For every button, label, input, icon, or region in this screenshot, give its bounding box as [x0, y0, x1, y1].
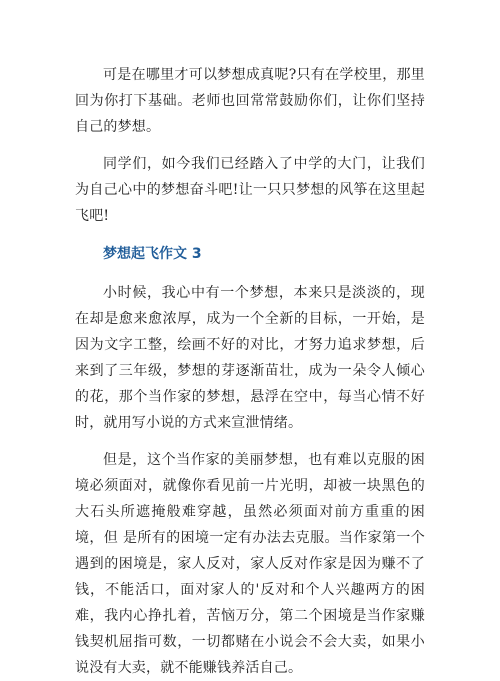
article-body — [75, 62, 425, 681]
section-heading: 梦想起飞作文 3 — [103, 246, 202, 262]
paragraph: 小时候，我心中有一个梦想，本来只是淡淡的，现在却是愈来愈浓厚，成为一个全新的目标，一开始，是因为文字工整，绘画不好的对比，才努力追求梦想，后来到了三年级，梦想的芽逐渐苗壮，成为一朵令人倾心的花，那个当作家的梦想，悬浮在空中，每当心情不好时，就用写小说的方式来宣泄情绪。 — [75, 285, 425, 431]
paragraph: 但是，这个当作家的美丽梦想，也有难以克服的困境必须面对，就像你看见前一片光明，却被一块黑色的大石头所遮掩般难穿越，虽然必须面对前方重重的困境，但 是所有的困境一定有办法去克服。当作家第一个遇到的困境是，家人反对，家人反对作家是因为赚不了钱，不能活口，面对家人的'反对和个人兴趣两方的困难，我内心挣扎着，苦恼万分，第二个困境是当作家赚钱契机屈指可数，一切都赌在小说会不会大卖，如果小说没有大卖，就不能赚钱养活自己。 — [75, 452, 425, 676]
paragraph: 可是在哪里才可以梦想成真呢?只有在学校里，那里回为你打下基础。老师也回常常鼓励你们，让你们坚持自己的梦想。 — [75, 67, 425, 135]
paragraph: 同学们，如今我们已经踏入了中学的大门，让我们为自己心中的梦想奋斗吧!让一只只梦想的风筝在这里起飞吧! — [75, 156, 425, 224]
